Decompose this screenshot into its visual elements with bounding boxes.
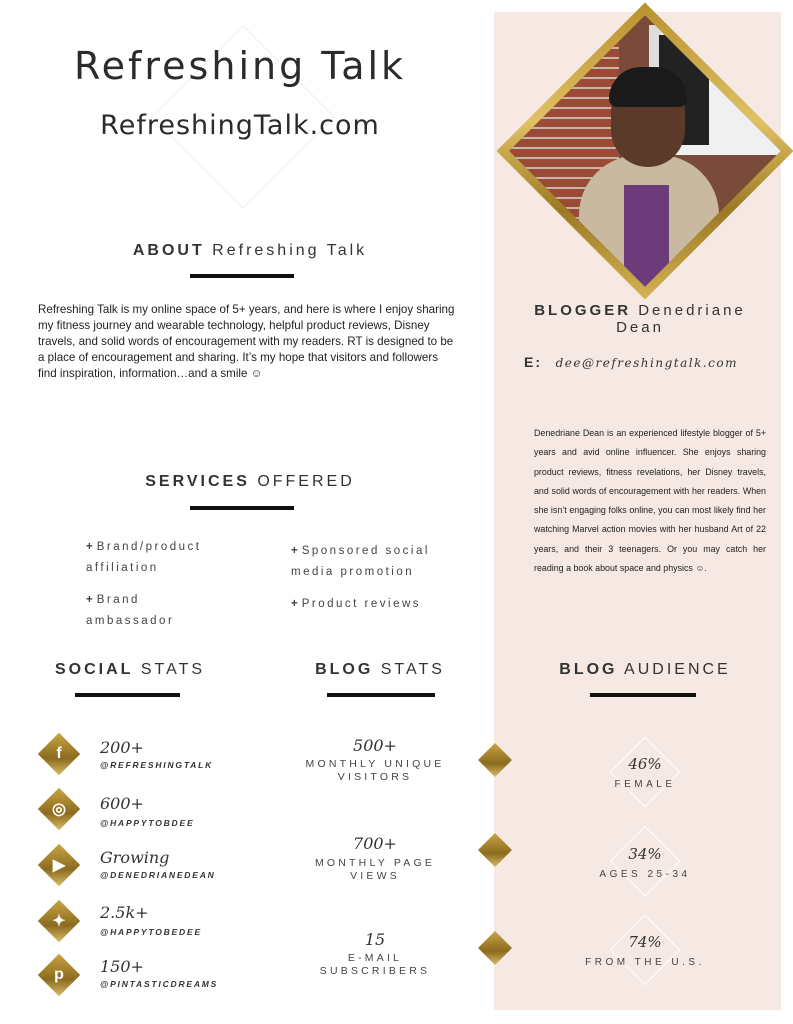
services-heading xyxy=(90,473,410,491)
audience-label: FROM THE U.S. xyxy=(585,957,705,968)
plus-icon: + xyxy=(86,541,93,553)
social-heading-light: STATS xyxy=(140,661,206,678)
service-item xyxy=(86,537,246,579)
service-label: Sponsored social media promotion xyxy=(291,545,430,578)
facebook-icon[interactable]: f xyxy=(56,745,62,762)
audience-label: FEMALE xyxy=(614,779,676,790)
audience-label: AGES 25-34 xyxy=(599,869,691,880)
blog-stat-value: 700+ xyxy=(353,834,397,853)
plus-icon: + xyxy=(291,598,298,610)
youtube-count: Growing xyxy=(100,848,170,867)
audience-value: 74% xyxy=(628,933,662,951)
about-heading-strong: ABOUT xyxy=(132,242,205,259)
twitter-handle[interactable]: @HAPPYTOBEDEE xyxy=(100,927,202,937)
blogger-name xyxy=(510,302,770,336)
service-item xyxy=(291,594,466,615)
blog-stat-value: 500+ xyxy=(353,736,397,755)
pinterest-count: 150+ xyxy=(100,957,144,976)
about-heading-light: Refreshing Talk xyxy=(212,242,368,259)
about-underline xyxy=(190,274,294,278)
instagram-count: 600+ xyxy=(100,794,144,813)
social-stats-underline xyxy=(75,693,180,697)
twitter-icon[interactable]: ✦ xyxy=(52,913,66,930)
blog-stats-heading-light: STATS xyxy=(380,661,445,678)
youtube-handle[interactable]: @DENEDRIANEDEAN xyxy=(100,870,216,880)
service-label: Brand/product affiliation xyxy=(86,541,202,574)
services-heading-strong: SERVICES xyxy=(145,473,250,490)
audience-heading-light: AUDIENCE xyxy=(624,661,731,678)
blog-stat-value: 15 xyxy=(364,930,386,949)
brand-url: RefreshingTalk.com xyxy=(100,110,380,141)
about-heading xyxy=(90,242,410,260)
audience-underline xyxy=(590,693,696,697)
plus-icon: + xyxy=(86,594,93,606)
about-paragraph: Refreshing Talk is my online space of 5+ years, and here is where I enjoy sharing my fitness journey and wearable technology, helpful product reviews, Disney travels, and solid words of encouragement with my readers. RT is designed to be a place of encouragement and sharing. It’s my hope that visitors and followers find inspiration, information…and a smile ☺ xyxy=(38,303,455,380)
youtube-icon[interactable]: ▶ xyxy=(52,857,66,874)
plus-icon: + xyxy=(291,545,298,557)
service-item xyxy=(291,541,461,583)
blog-stat-label: MONTHLY PAGE VIEWS xyxy=(314,857,436,882)
blogger-label: BLOGGER xyxy=(534,302,632,319)
instagram-icon[interactable]: ◎ xyxy=(52,801,66,818)
blog-stats-heading-strong: BLOG xyxy=(315,661,374,678)
blog-stat-label: MONTHLY UNIQUE VISITORS xyxy=(305,758,445,783)
blogger-full-name: Denedriane Dean xyxy=(616,302,746,336)
service-label: Brand ambassador xyxy=(86,594,175,627)
email-link[interactable]: dee@refreshingtalk.com xyxy=(555,356,738,370)
pinterest-handle[interactable]: @PINTASTICDREAMS xyxy=(100,979,219,989)
services-heading-light: OFFERED xyxy=(257,473,355,490)
blog-stats-heading xyxy=(285,661,475,679)
services-underline xyxy=(190,506,294,510)
audience-value: 34% xyxy=(628,845,662,863)
twitter-count: 2.5k+ xyxy=(100,903,149,922)
service-label: Product reviews xyxy=(301,598,422,610)
instagram-handle[interactable]: @HAPPYTOBDEE xyxy=(100,818,195,828)
blog-stats-underline xyxy=(327,693,435,697)
social-heading-strong: SOCIAL xyxy=(54,661,134,678)
brand-title: Refreshing Talk xyxy=(73,44,407,88)
pinterest-icon[interactable]: p xyxy=(54,966,64,983)
blogger-bio: Denedriane Dean is an experienced lifestyle blogger of 5+ years and avid online influencer. She enjoys sharing product reviews, fitness revelations, her Disney travels, and solid words of encouragement with her readers. When she isn’t engaging folks online, you can most likely find her watching Marvel action movies with her husband Art of 22 years, and their 3 teenagers. Or you may catch her reading a book about space and physics ☺. xyxy=(534,428,766,574)
blog-stat-label: E-MAIL SUBSCRIBERS xyxy=(319,952,431,977)
social-stats-heading xyxy=(30,661,230,679)
facebook-count: 200+ xyxy=(100,738,144,757)
email-line xyxy=(524,354,774,370)
service-item xyxy=(86,590,216,632)
facebook-handle[interactable]: @REFRESHINGTALK xyxy=(100,760,214,770)
email-label: E: xyxy=(524,354,542,370)
blog-audience-heading xyxy=(530,661,760,679)
audience-heading-strong: BLOG xyxy=(559,661,618,678)
audience-value: 46% xyxy=(628,755,662,773)
